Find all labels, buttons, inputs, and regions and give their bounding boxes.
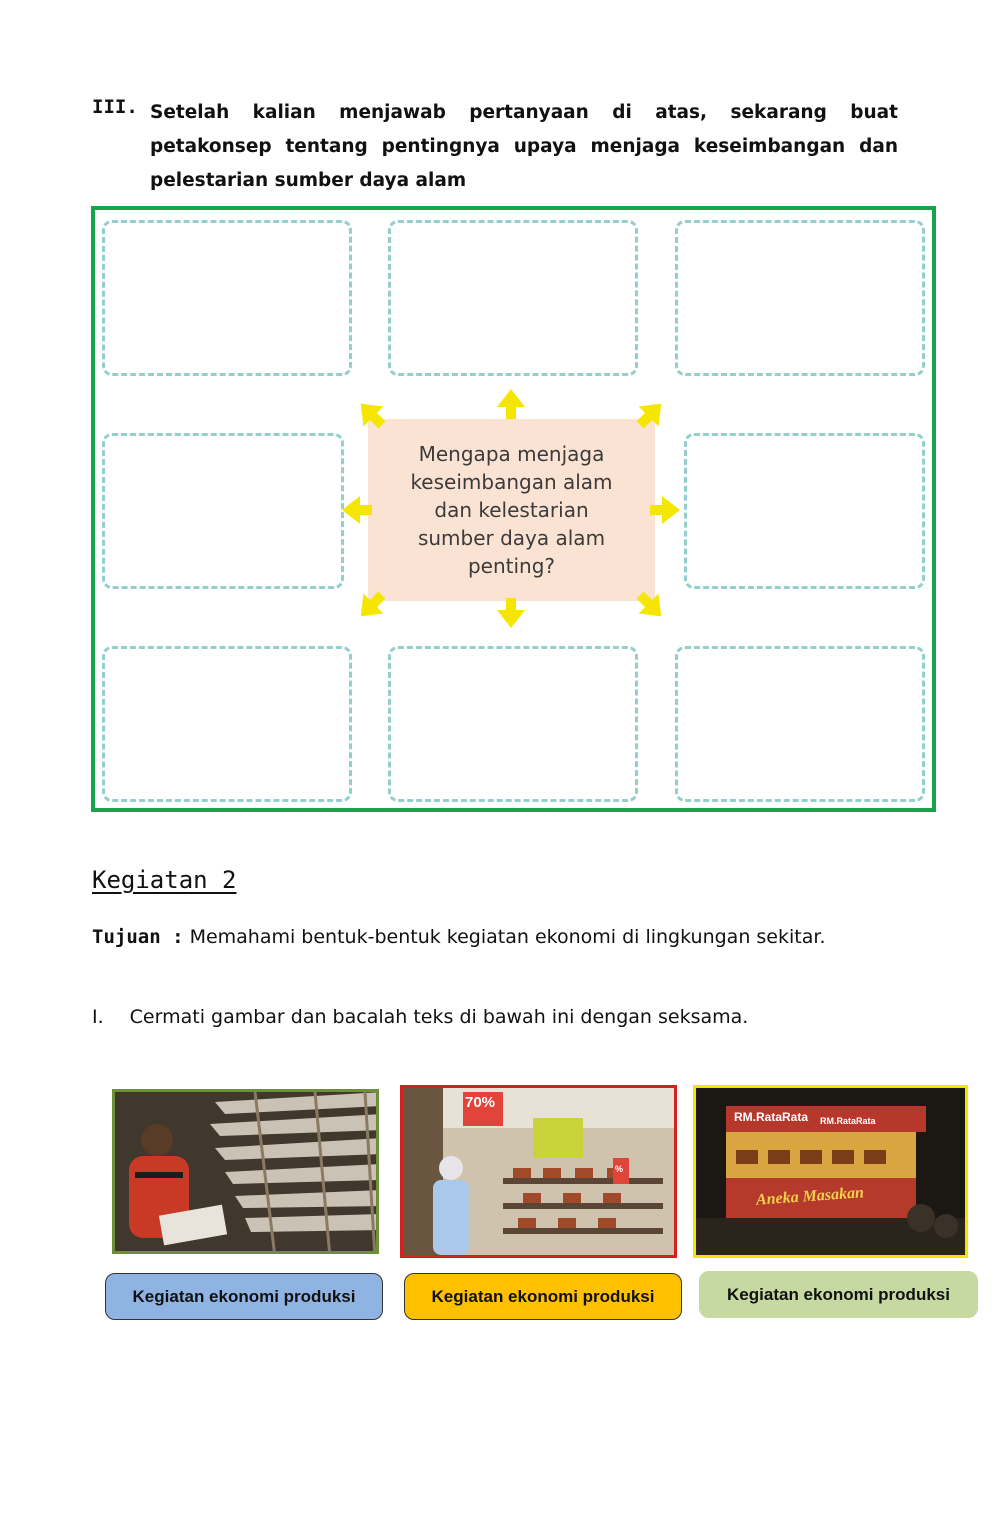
section-number: III. <box>92 96 138 118</box>
arrow-down-icon <box>497 598 525 628</box>
photo-food-stall <box>693 1085 968 1258</box>
caption-button-2[interactable] <box>404 1273 682 1320</box>
central-question-text: Mengapa menjaga keseimbangan alam dan kelestarian sumber daya alam penting? <box>410 442 613 578</box>
arrow-up-left-icon <box>351 394 392 435</box>
item-number: I. <box>92 1006 104 1028</box>
section-instruction: Setelah kalian menjawab pertanyaan di atas, sekarang buat petakonsep tentang pentingnya upaya menjaga keseimbangan dan pelestarian sumber daya alam <box>150 102 898 191</box>
tujuan-label: Tujuan : <box>92 926 184 948</box>
caption-button-1[interactable] <box>105 1273 383 1320</box>
stall-banner-text: Aneka Masakan <box>755 1184 865 1209</box>
caption-1-text: Kegiatan ekonomi produksi <box>132 1286 356 1306</box>
instruction-item <box>92 1006 748 1028</box>
caption-3-text: Kegiatan ekonomi produksi <box>727 1284 950 1304</box>
tujuan-text: Memahami bentuk-bentuk kegiatan ekonomi di lingkungan sekitar. <box>189 926 826 948</box>
store-image <box>403 1088 674 1255</box>
tujuan-line <box>92 926 825 948</box>
stall-sign-text: RM.RataRata <box>734 1110 809 1124</box>
stall-sign-text-2: RM.RataRata <box>820 1116 876 1126</box>
arrow-left-icon <box>342 496 372 524</box>
kegiatan-title: Kegiatan 2 <box>92 866 237 894</box>
sale-tag-text: % <box>615 1164 624 1174</box>
photo-production-workshop <box>112 1089 379 1254</box>
caption-2-text: Kegiatan ekonomi produksi <box>431 1286 655 1306</box>
arrow-down-right-icon <box>630 585 671 626</box>
arrow-up-right-icon <box>630 394 671 435</box>
sale-sign-text: 70% <box>465 1094 496 1111</box>
arrow-up-icon <box>497 389 525 419</box>
arrow-down-left-icon <box>351 585 392 626</box>
photo-shoe-store <box>400 1085 677 1258</box>
arrow-right-icon <box>650 496 680 524</box>
caption-button-3[interactable] <box>699 1271 978 1318</box>
item-text: Cermati gambar dan bacalah teks di bawah ini dengan seksama. <box>129 1006 749 1028</box>
workshop-image <box>115 1092 379 1254</box>
